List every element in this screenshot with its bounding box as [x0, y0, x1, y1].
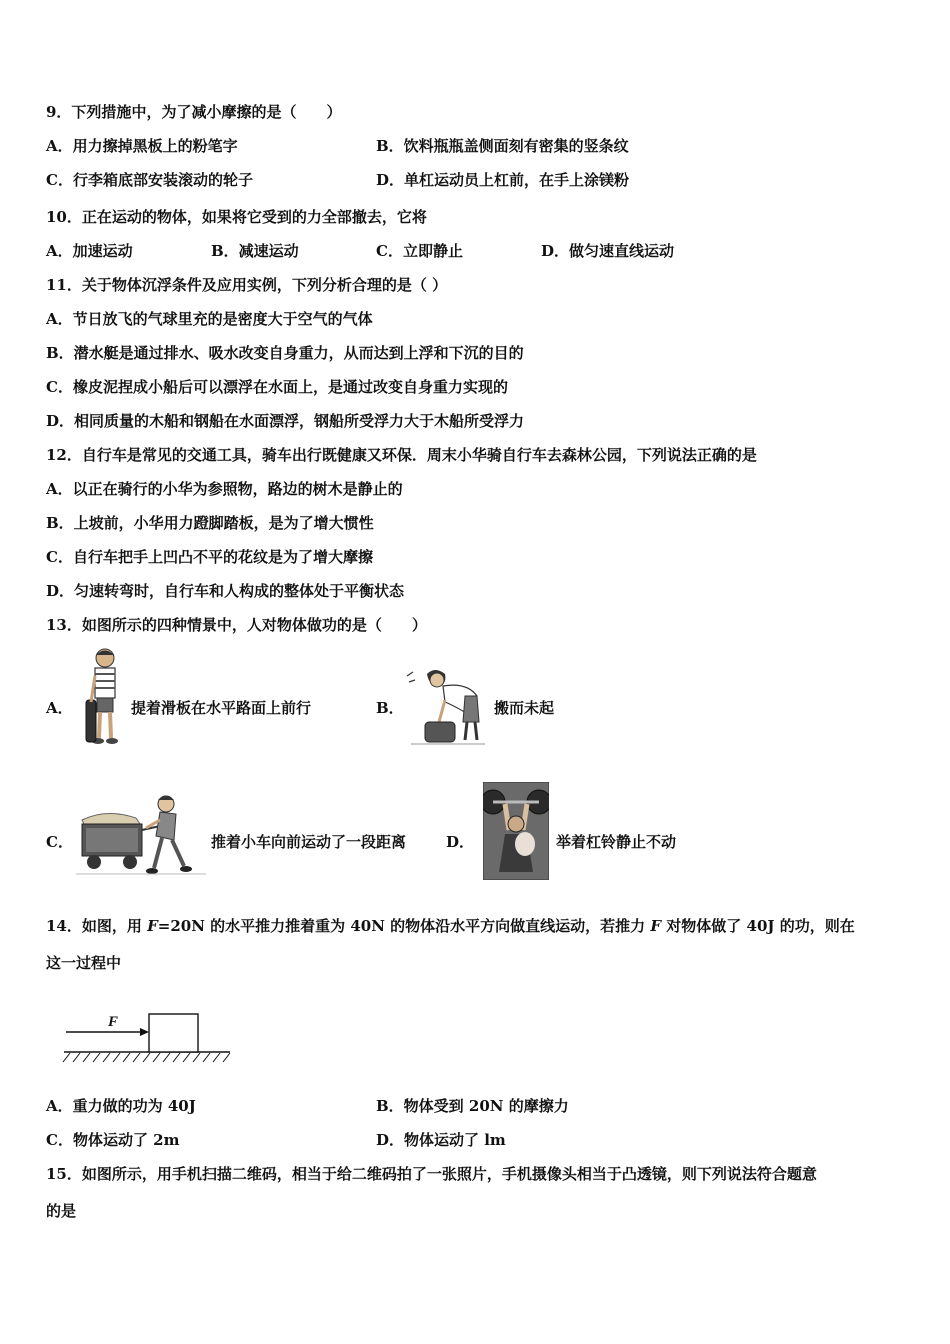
- q12-option-a: A．以正在骑行的小华为参照物，路边的树木是静止的: [46, 480, 403, 498]
- q13-stem: 13．如图所示的四种情景中，人对物体做功的是（ ）: [46, 616, 427, 634]
- q10-stem: 10．正在运动的物体，如果将它受到的力全部撤去，它将: [46, 208, 427, 226]
- q9-option-d: D．单杠运动员上杠前，在手上涂镁粉: [376, 171, 630, 189]
- q11-option-b: B．潜水艇是通过排水、吸水改变自身重力，从而达到上浮和下沉的目的: [46, 344, 524, 362]
- q14-stem: 14．如图，用 F=20N 的水平推力推着重为 40N 的物体沿水平方向做直线运动，若推力 F 对物体做了 40J 的功，则在: [46, 917, 855, 935]
- q10-option-c: C．立即静止: [376, 242, 463, 260]
- q14-option-c: C．物体运动了 2m: [46, 1131, 180, 1149]
- force-block-diagram: [60, 1006, 232, 1068]
- q13-option-b-caption: 搬而未起: [494, 699, 555, 717]
- woman-lifting-box-image: [405, 666, 489, 748]
- q12-option-c: C．自行车把手上凹凸不平的花纹是为了增大摩擦: [46, 548, 373, 566]
- weightlifter-holding-barbell-image: [483, 782, 549, 880]
- q11-option-c: C．橡皮泥捏成小船后可以漂浮在水面上，是通过改变自身重力实现的: [46, 378, 508, 396]
- q15-stem: 15．如图所示，用手机扫描二维码，相当于给二维码拍了一张照片，手机摄像头相当于凸透镜，则下列说法符合题意: [46, 1165, 817, 1183]
- q9-option-c: C．行李箱底部安装滚动的轮子: [46, 171, 253, 189]
- q13-option-b-letter: B．: [376, 699, 404, 717]
- q13-option-a-letter: A．: [46, 699, 73, 717]
- q11-option-d: D．相同质量的木船和钢船在水面漂浮，钢船所受浮力大于木船所受浮力: [46, 412, 525, 430]
- q10-option-b: B．减速运动: [211, 242, 299, 260]
- q13-option-a-caption: 提着滑板在水平路面上前行: [131, 699, 312, 717]
- boy-pushing-cart-image: [76, 790, 206, 880]
- q12-option-b: B．上坡前，小华用力蹬脚踏板，是为了增大惯性: [46, 514, 374, 532]
- block: [149, 1014, 198, 1052]
- q13-option-c-caption: 推着小车向前运动了一段距离: [211, 833, 407, 851]
- q12-option-d: D．匀速转弯时，自行车和人构成的整体处于平衡状态: [46, 582, 405, 600]
- q11-option-a: A．节日放飞的气球里充的是密度大于空气的气体: [46, 310, 373, 328]
- boy-carrying-skateboard-image: [80, 646, 130, 750]
- q14-option-d: D．物体运动了 lm: [376, 1131, 506, 1149]
- q10-option-a: A．加速运动: [46, 242, 133, 260]
- q13-option-d-caption: 举着杠铃静止不动: [556, 833, 677, 851]
- q9-option-b: B．饮料瓶瓶盖侧面刻有密集的竖条纹: [376, 137, 629, 155]
- q13-option-c-letter: C．: [46, 833, 73, 851]
- q9-stem: 9．下列措施中，为了减小摩擦的是（ ）: [46, 103, 342, 121]
- q12-stem: 12．自行车是常见的交通工具，骑车出行既健康又环保．周末小华骑自行车去森林公园，下列说法正确的是: [46, 446, 757, 464]
- q9-option-a: A．用力擦掉黑板上的粉笔字: [46, 137, 238, 155]
- force-label: F: [108, 1014, 119, 1030]
- q13-option-d-letter: D．: [446, 833, 475, 851]
- q14-stem-continued: 这一过程中: [46, 954, 122, 972]
- q14-option-a: A．重力做的功为 40J: [46, 1097, 196, 1115]
- q11-stem: 11．关于物体沉浮条件及应用实例，下列分析合理的是（ ）: [46, 276, 448, 294]
- q14-option-b: B．物体受到 20N 的摩擦力: [376, 1097, 569, 1115]
- q10-option-d: D．做匀速直线运动: [541, 242, 675, 260]
- q15-stem-continued: 的是: [46, 1202, 77, 1220]
